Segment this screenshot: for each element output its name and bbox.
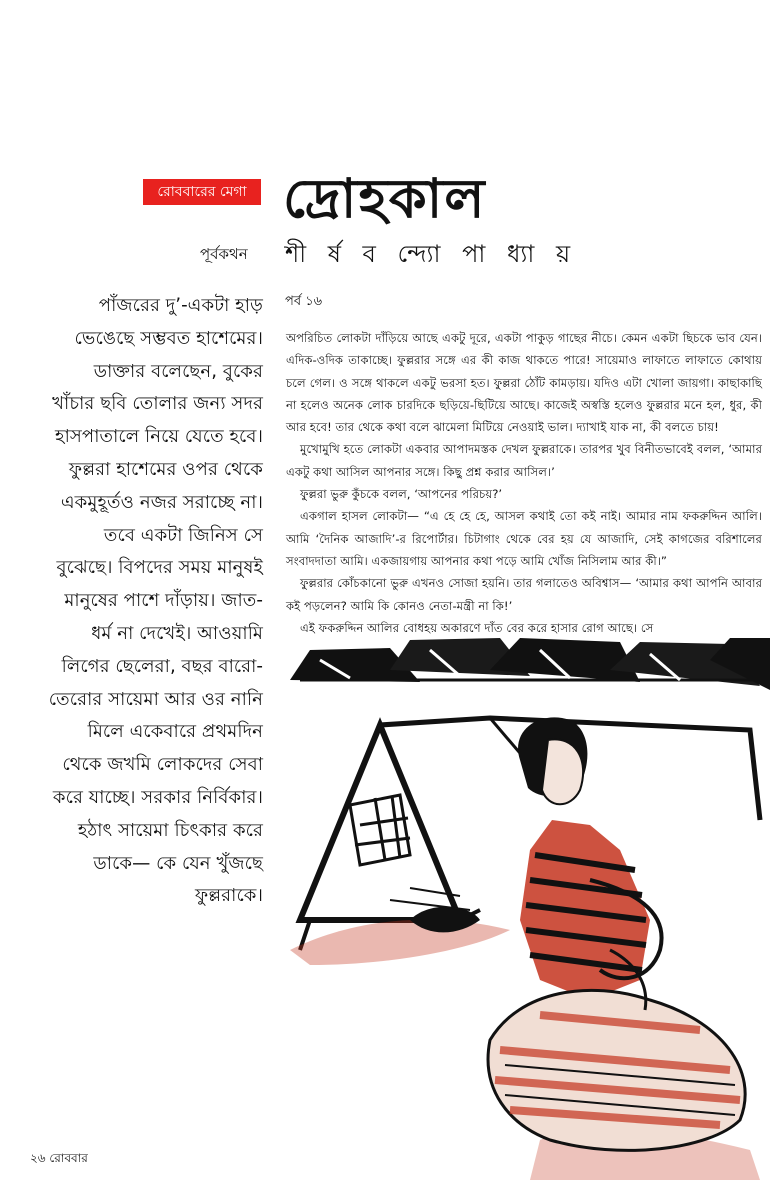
episode-label: পর্ব ১৬ [285,294,323,309]
author-name: শী র্ষ ব ন্দ্যো পা ধ্যা য় [285,240,578,268]
seated-woman-icon [488,717,745,1150]
tent-roofs-icon [290,638,770,690]
page-folio: ২৬ রোববার [30,1151,88,1165]
story-title: দ্রোহকাল [283,166,487,230]
story-paragraph: মুখোমুখি হতে লোকটা একবার আপাদমস্তক দেখল ফুল্লরাকে। তারপর খুব বিনীতভাবেই বলল, ‘আমার একটু কথা আসিল আপনার সঙ্গে। কিছু প্রশ্ন করার আসিল।’ [286,442,762,479]
story-paragraph: ফুল্লরা ভুরু কুঁচকে বলল, ‘আপনের পরিচয়?’ [300,487,503,502]
story-paragraph: একগাল হাসল লোকটা— “এ হে হে হে, আসল কথাই তো কই নাই। আমার নাম ফকরুদ্দিন আলি। আমি ‘দৈনিক আজাদি’-র রিপোর্টার। চিটাগাং থেকে বের হয় যে আজাদি, সেই কাগজের বরিশালের সংবাদদাতা আমি। একজায়গায় আপনার কথা পড়ে আমি খোঁজ নিসিলাম আর কী।” [286,509,762,568]
story-paragraph: এই ফকরুদ্দিন আলির বোধহয় অকারণে দাঁত বের করে হাসার রোগ আছে। সে [300,620,654,635]
story-paragraph: ফুল্লরার কোঁচকানো ভুরু এখনও সোজা হয়নি। তার গলাতেও অবিশ্বাস— ‘আমার কথা আপনি আবার কই পড়লেন? আমি কি কোনও নেতা-মন্ত্রী না কি!’ [286,576,762,613]
series-tag: রোববারের মেগা [143,179,261,205]
story-paragraph: অপরিচিত লোকটা দাঁড়িয়ে আছে একটু দূরে, একটা পাকুড় গাছের নীচে। কেমন একটা ছিচকে ভাব যেন। এদিক-ওদিক তাকাচ্ছে। ফুল্লরার সঙ্গে এর কী কাজ থাকতে পারে! সায়েমাও লাফাতে লাফাতে কোথায় চলে গেল। ও সঙ্গে থাকলে একটু ভরসা হত। ফুল্লরা ঠোঁট কামড়ায়। যদিও এটা খোলা জায়গা। কাছাকাছি না হলেও অনেক লোক চারদিকে ছড়িয়ে-ছিটিয়ে আছে। কাজেই অস্বস্তি হলেও ফুল্লরার মনে হল, ধুর, কী আর হবে! তার থেকে কথা বলে ঝামেলা মিটিয়ে নেওয়াই ভাল। দ্যাখাই যাক না, কী বলতে চায়! [286,331,762,435]
illustration-woman-refugee-camp-icon [290,620,770,1180]
recap-text: পাঁজরের দু’-একটা হাড় ভেঙেছে সম্ভবত হাশেমের। ডাক্তার বলেছেন, বুকের খাঁচার ছবি তোলার জন্য সদর হাসপাতালে নিয়ে যেতে হবে। ফুল্লরা হাশেমের ওপর থেকে একমুহূর্তও নজর সরাচ্ছে না। তবে একটা জিনিস সে বুঝেছে। বিপদের সময় মানুষই মানুষের পাশে দাঁড়ায়। জাত-ধর্ম না দেখেই। আওয়ামি লিগের ছেলেরা, বছর বারো-তেরোর সায়েমা আর ওর নানি মিলে একেবারে প্রথমদিন থেকে জখমি লোকদের সেবা করে যাচ্ছে। সরকার নির্বিকার। হঠাৎ সায়েমা চিৎকার করে ডাকে— কে যেন খুঁজছে ফুল্লরাকে। [48,295,263,907]
recap-label: পূর্বকথন [200,245,248,263]
story-body [286,327,762,639]
